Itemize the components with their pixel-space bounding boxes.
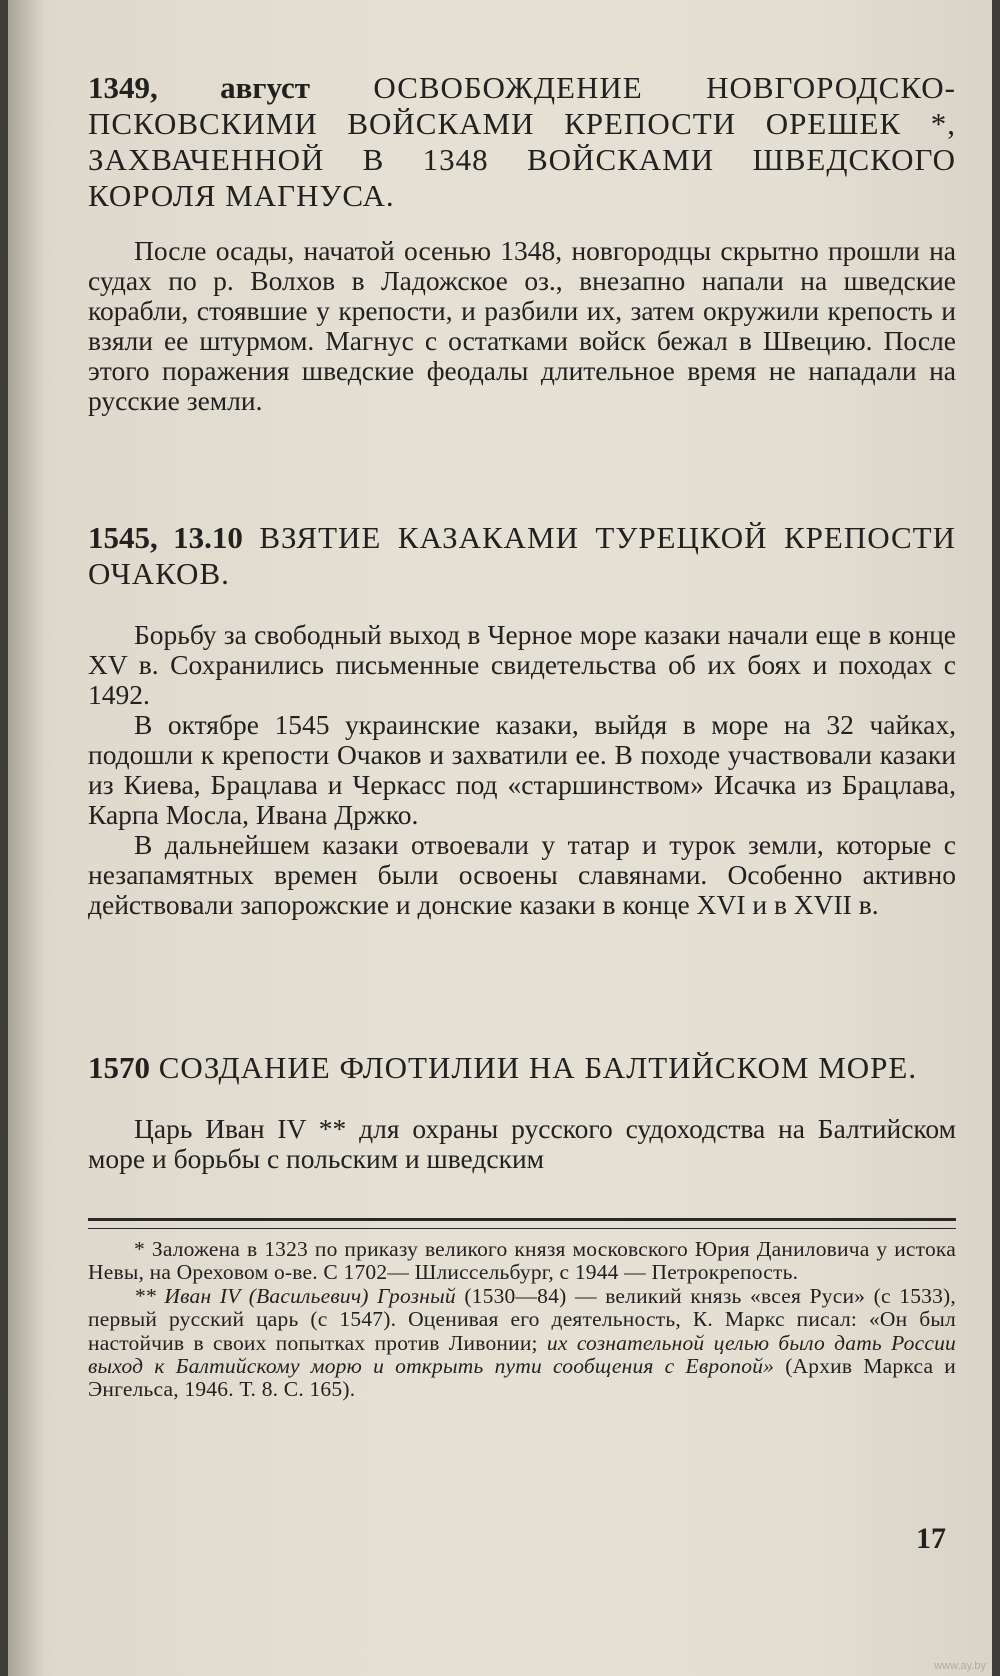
page-number: 17 <box>916 1522 946 1555</box>
entry-date: 1349, август <box>88 70 311 105</box>
entry-date: 1545, 13.10 <box>88 520 243 555</box>
entry-heading <box>88 70 956 214</box>
footnote-1: * Заложена в 1323 по приказу великого князя московского Юрия Даниловича у истока Невы, на Ореховом о-ве. С 1702— Шлиссельбург, с 1944 — Петрокрепость. <box>88 1237 956 1285</box>
footnote-2-text: (1530—84) — великий князь «всея Руси» (с 1533), первый русский царь (с 1547). Оценивая его деятельность, К. Маркс писал: «Он был настойчив в своих попытках против Ливонии; <box>88 1283 956 1355</box>
book-page <box>8 0 992 1676</box>
entry-paragraph: Царь Иван IV ** для охраны русского судоходства на Балтийском море и борьбы с польским и шведским <box>88 1113 956 1174</box>
entry-title: ВЗЯТИЕ КАЗАКАМИ ТУРЕЦКОЙ КРЕПОСТИ ОЧАКОВ. <box>88 520 956 591</box>
entry-paragraph: После осады, начатой осенью 1348, новгородцы скрытно прошли на судах по р. Волхов в Ладожское оз., внезапно напали на шведские корабли, стоявшие у крепости, и разбили их, затем окружили крепость и взяли ее штурмом. Магнус с остатками войск бежал в Швецию. После этого поражения шведские феодалы длительное время не нападали на русские земли. <box>88 235 956 416</box>
entry-1349 <box>88 70 956 416</box>
entry-1570 <box>88 1050 956 1174</box>
footnote-2-source: (Архив Маркса и Энгельса, 1946. Т. 8. С. 165). <box>88 1354 956 1402</box>
watermark: www.ay.by <box>934 1660 986 1672</box>
entry-date: 1570 <box>88 1050 150 1085</box>
entry-paragraph: В октябре 1545 украинские казаки, выйдя в море на 32 чайках, подошли к крепости Очаков и захватили ее. В походе участвовали казаки из Киева, Брацлава и Черкасс под «старшинством» Исачка из Брацлава, Карпа Мосла, Ивана Држко. <box>88 709 956 830</box>
entry-paragraph: Борьбу за свободный выход в Черное море казаки начали еще в конце XV в. Сохранились письменные свидетельства об их боях и походах с 1492. <box>88 619 956 710</box>
entry-paragraph: В дальнейшем казаки отвоевали у татар и турок земли, которые с незапамятных времен были освоены славянами. Особенно активно действовали запорожские и донские казаки в конце XVI и в XVII в. <box>88 829 956 920</box>
footnote-2-quote: их сознательной целью было дать России выход к Балтийскому морю и открыть пути сообщения с Европой» <box>88 1330 957 1379</box>
footnote-divider <box>88 1218 956 1229</box>
entry-heading <box>88 520 956 592</box>
footnote-2 <box>88 1285 956 1402</box>
entry-heading <box>88 1050 956 1086</box>
page-gutter-shadow <box>8 0 44 1676</box>
footnote-2-lead: ** Иван IV (Васильевич) Грозный <box>134 1283 456 1308</box>
entry-title: ОСВОБОЖДЕНИЕ НОВГОРОДСКО-ПСКОВСКИМИ ВОЙСКАМИ КРЕПОСТИ ОРЕШЕК *, ЗАХВАЧЕННОЙ В 1348 ВОЙСКАМИ ШВЕДСКОГО КОРОЛЯ МАГНУСА. <box>88 70 956 213</box>
footnotes <box>88 1238 956 1402</box>
entry-1545 <box>88 520 956 920</box>
entry-title: СОЗДАНИЕ ФЛОТИЛИИ НА БАЛТИЙСКОМ МОРЕ. <box>158 1050 918 1085</box>
